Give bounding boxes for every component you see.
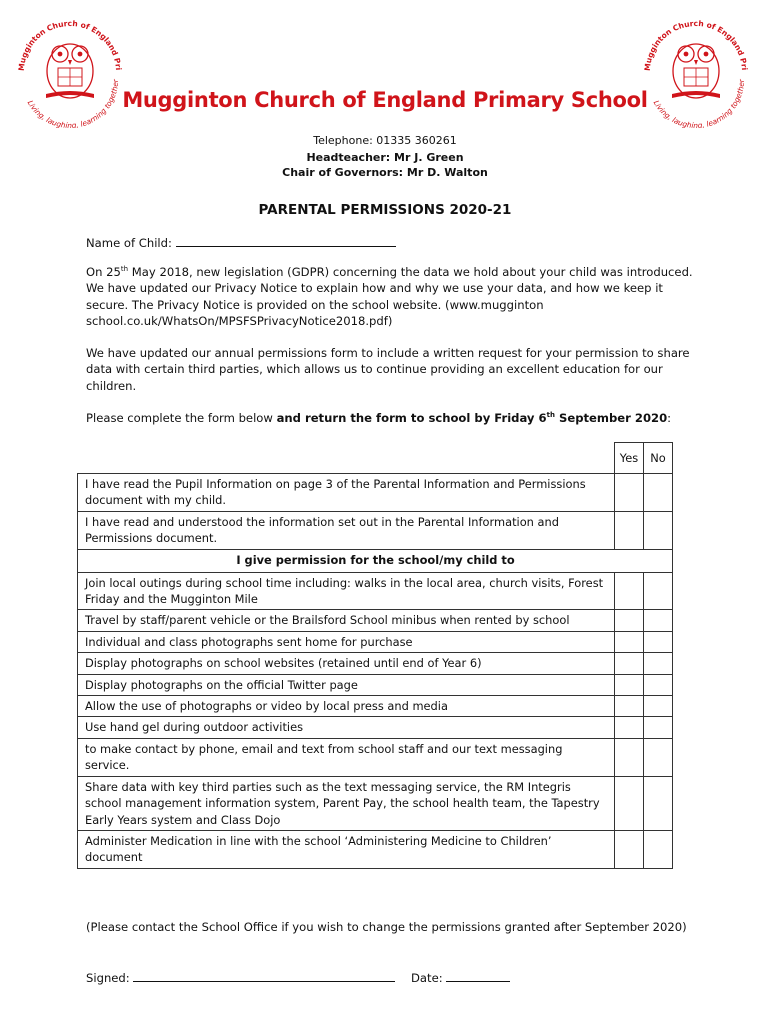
school-name: Mugginton Church of England Primary School: [122, 88, 648, 112]
no-checkbox[interactable]: [644, 717, 673, 738]
table-row: [78, 474, 673, 512]
signature-field[interactable]: [133, 970, 395, 982]
no-checkbox[interactable]: [644, 610, 673, 631]
permission-statement: Administer Medication in line with the school ‘Administering Medicine to Children’ document: [78, 830, 615, 868]
permission-statement: Join local outings during school time including: walks in the local area, church visits, Forest Friday and the Mugginton Mile: [78, 572, 615, 610]
intro-paragraph-1: On 25th May 2018, new legislation (GDPR) concerning the data we hold about your child was introduced. We have updated our Privacy Notice to explain how and why we use your data, and how we keep it secure. The Privacy Notice is provided on the school website. (www.mugginton school.co.uk/WhatsOn/MPSFSPrivacyNotice2018.pdf): [86, 265, 693, 329]
permissions-table: [77, 442, 673, 869]
permission-statement: Allow the use of photographs or video by local press and media: [78, 696, 615, 717]
name-of-child-field[interactable]: [176, 235, 396, 247]
permission-statement: Display photographs on school websites (retained until end of Year 6): [78, 653, 615, 674]
svg-text:Mugginton Church of England Pr: [10, 8, 123, 71]
name-of-child-label: Name of Child:: [86, 236, 172, 250]
no-checkbox[interactable]: [644, 738, 673, 776]
section-row: [78, 549, 673, 572]
yes-checkbox[interactable]: [615, 474, 644, 512]
date-label: Date:: [411, 971, 443, 985]
logo-motto: Living, laughing, learning together: [25, 79, 121, 128]
yes-checkbox[interactable]: [615, 610, 644, 631]
permission-statement: Share data with key third parties such as the text messaging service, the RM Integris school management information system, Parent Pay, the school health team, the Tapestry Early Years system and Class Dojo: [78, 776, 615, 830]
no-checkbox[interactable]: [644, 631, 673, 652]
no-checkbox[interactable]: [644, 776, 673, 830]
no-checkbox[interactable]: [644, 830, 673, 868]
yes-checkbox[interactable]: [615, 776, 644, 830]
permission-statement: Display photographs on the official Twitter page: [78, 674, 615, 695]
form-title: PARENTAL PERMISSIONS 2020-21: [258, 202, 512, 218]
acknowledgement-statement: I have read and understood the information set out in the Parental Information and Permissions document.: [78, 511, 615, 549]
permission-statement: Travel by staff/parent vehicle or the Brailsford School minibus when rented by school: [78, 610, 615, 631]
table-row: [78, 572, 673, 610]
no-checkbox[interactable]: [644, 696, 673, 717]
table-row: [78, 830, 673, 868]
no-checkbox[interactable]: [644, 572, 673, 610]
permission-statement: Individual and class photographs sent home for purchase: [78, 631, 615, 652]
yes-checkbox[interactable]: [615, 830, 644, 868]
acknowledgement-statement: I have read the Pupil Information on page 3 of the Parental Information and Permissions document with my child.: [78, 474, 615, 512]
table-row: [78, 696, 673, 717]
header-blank-cell: [78, 443, 615, 474]
logo-motto: Living, laughing, learning together: [651, 79, 747, 128]
yes-checkbox[interactable]: [615, 631, 644, 652]
date-field[interactable]: [446, 970, 510, 982]
permission-statement: to make contact by phone, email and text from school staff and our text messaging service.: [78, 738, 615, 776]
telephone: Telephone: 01335 360261: [313, 134, 457, 147]
table-row: [78, 717, 673, 738]
footer-note: (Please contact the School Office if you wish to change the permissions granted after September 2020): [86, 920, 687, 934]
no-checkbox[interactable]: [644, 674, 673, 695]
table-row: [78, 511, 673, 549]
no-column-header: No: [644, 443, 673, 474]
chair-of-governors: Chair of Governors: Mr D. Walton: [282, 166, 488, 179]
permission-statement: Use hand gel during outdoor activities: [78, 717, 615, 738]
yes-column-header: Yes: [615, 443, 644, 474]
logo-ring-text: Mugginton Church of England Pri: [642, 18, 750, 72]
permission-section-heading: I give permission for the school/my child to: [78, 549, 673, 572]
table-row: [78, 610, 673, 631]
signature-row: [86, 970, 395, 985]
intro-paragraph-3: Please complete the form below and return the form to school by Friday 6th September 2020:: [86, 411, 672, 425]
yes-checkbox[interactable]: [615, 674, 644, 695]
yes-checkbox[interactable]: [615, 511, 644, 549]
name-of-child-row: [86, 235, 706, 251]
yes-checkbox[interactable]: [615, 738, 644, 776]
headteacher: Headteacher: Mr J. Green: [306, 151, 464, 164]
table-row: [78, 738, 673, 776]
yes-checkbox[interactable]: [615, 717, 644, 738]
svg-text:Mugginton Church of England Pr: [636, 8, 749, 71]
yes-checkbox[interactable]: [615, 653, 644, 674]
no-checkbox[interactable]: [644, 653, 673, 674]
table-header-row: [78, 443, 673, 474]
signed-label: Signed:: [86, 971, 130, 985]
logo-ring-text: Mugginton Church of England Pri: [16, 18, 124, 72]
no-checkbox[interactable]: [644, 474, 673, 512]
date-row: [411, 970, 510, 985]
table-row: [78, 631, 673, 652]
yes-checkbox[interactable]: [615, 572, 644, 610]
table-row: [78, 653, 673, 674]
no-checkbox[interactable]: [644, 511, 673, 549]
table-row: [78, 776, 673, 830]
table-row: [78, 674, 673, 695]
yes-checkbox[interactable]: [615, 696, 644, 717]
intro-paragraph-2: We have updated our annual permissions form to include a written request for your permission to share data with certain third parties, which allows us to continue providing an excellent education for our children.: [86, 346, 690, 393]
